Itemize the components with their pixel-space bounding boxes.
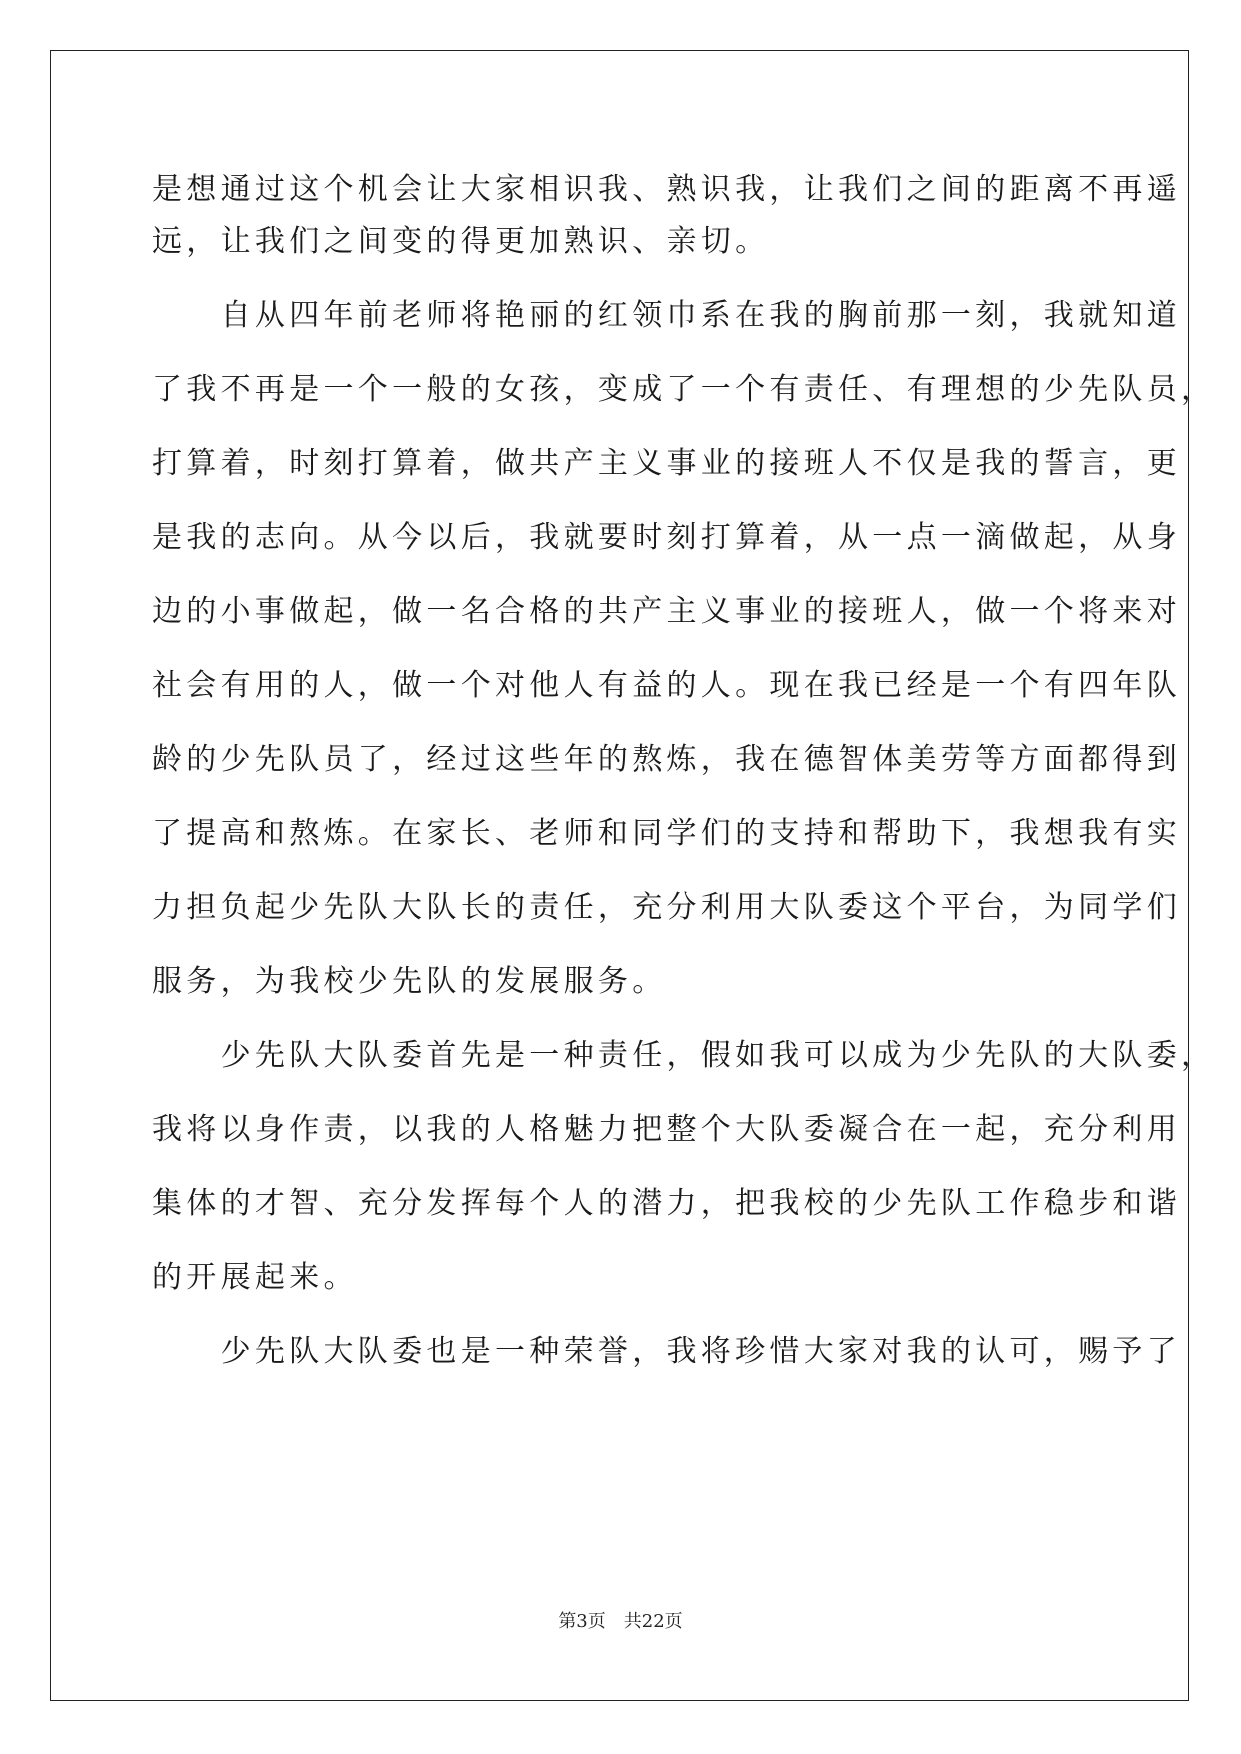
page-footer — [0, 1610, 1241, 1634]
text-line-17: 少先队大队委也是一种荣誉，我将珍惜大家对我的认可，赐予了 — [152, 1334, 1181, 1369]
page-total: 共22页 — [623, 1611, 683, 1632]
text-line-7: 边的小事做起，做一名合格的共产主义事业的接班人，做一个将来对 — [152, 594, 1181, 629]
text-line-6: 是我的志向。从今以后，我就要时刻打算着，从一点一滴做起，从身 — [152, 520, 1181, 555]
text-line-14: 我将以身作责，以我的人格魅力把整个大队委凝合在一起，充分利用 — [152, 1112, 1181, 1147]
text-line-13: 少先队大队委首先是一种责任，假如我可以成为少先队的大队委， — [152, 1038, 1216, 1073]
text-line-15: 集体的才智、充分发挥每个人的潜力，把我校的少先队工作稳步和谐 — [152, 1186, 1181, 1221]
text-line-8: 社会有用的人，做一个对他人有益的人。现在我已经是一个有四年队 — [152, 668, 1181, 703]
text-line-4: 了我不再是一个一般的女孩，变成了一个有责任、有理想的少先队员， — [152, 372, 1216, 407]
text-line-9: 龄的少先队员了，经过这些年的熬炼，我在德智体美劳等方面都得到 — [152, 742, 1181, 777]
text-line-16: 的开展起来。 — [152, 1260, 358, 1295]
text-line-12: 服务，为我校少先队的发展服务。 — [152, 964, 667, 999]
text-line-10: 了提高和熬炼。在家长、老师和同学们的支持和帮助下，我想我有实 — [152, 816, 1181, 851]
text-line-2: 远，让我们之间变的得更加熟识、亲切。 — [152, 224, 770, 259]
page-number: 第3页 — [558, 1611, 606, 1632]
text-line-1: 是想通过这个机会让大家相识我、熟识我，让我们之间的距离不再遥 — [152, 172, 1181, 207]
text-line-5: 打算着，时刻打算着，做共产主义事业的接班人不仅是我的誓言，更 — [152, 446, 1181, 481]
text-line-11: 力担负起少先队大队长的责任，充分利用大队委这个平台，为同学们 — [152, 890, 1181, 925]
text-line-3: 自从四年前老师将艳丽的红领巾系在我的胸前那一刻，我就知道 — [152, 298, 1181, 333]
